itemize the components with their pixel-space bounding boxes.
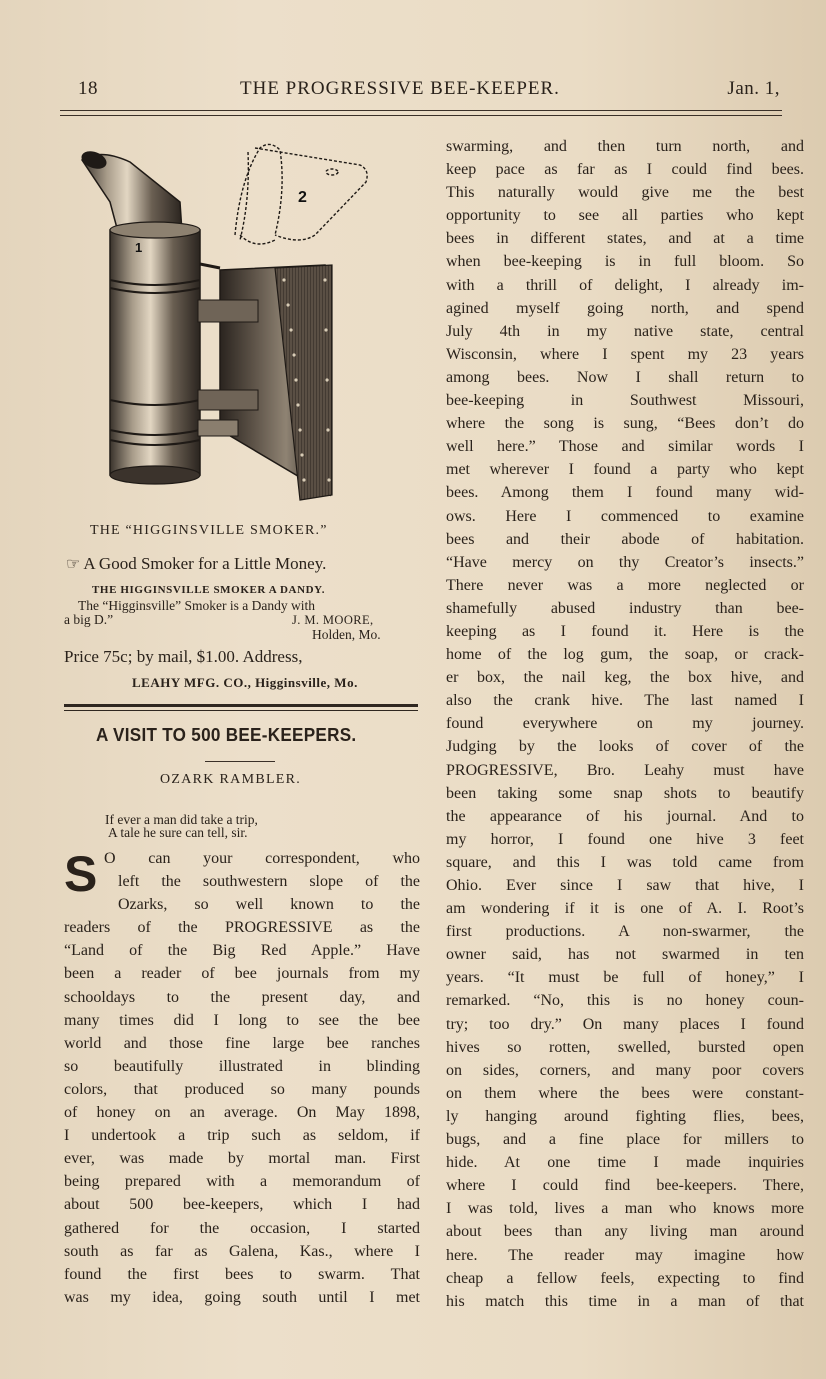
text-line: about 500 bee-keepers, which I had bbox=[64, 1196, 420, 1214]
section-rule-thin bbox=[64, 710, 418, 711]
text-line: try; too dry.” On many places I found bbox=[446, 1015, 804, 1033]
text-line: found everywhere on my journey. bbox=[446, 715, 804, 733]
text-line: where I could find bee-keepers. There, bbox=[446, 1177, 804, 1195]
header-rule-second bbox=[60, 115, 782, 116]
text-line: also the crank hive. The last named I bbox=[446, 692, 804, 710]
text-line: “Land of the Big Red Apple.” Have bbox=[64, 942, 420, 960]
text-line: years. “It must be full of honey,” I bbox=[446, 969, 804, 987]
article-column-right bbox=[446, 135, 804, 1313]
issue-date: Jan. 1, bbox=[727, 78, 780, 99]
text-line: er box, the nail keg, the box hive, and bbox=[446, 669, 804, 687]
text-line: remarked. “No, this is no honey coun- bbox=[446, 992, 804, 1010]
text-line: when bee-keeping is in full bloom. So bbox=[446, 253, 804, 271]
text-line: south as far as Galena, Kas., where I bbox=[64, 1242, 420, 1260]
text-line: bugs, and a fine place for millers to bbox=[446, 1131, 804, 1149]
text-line: Wisconsin, where I spent my 23 years bbox=[446, 345, 804, 363]
text-line: been taking some snap shots to beautify bbox=[446, 784, 804, 802]
text-line: There never was a more neglected or bbox=[446, 576, 804, 594]
text-line: This naturally would give me the best bbox=[446, 184, 804, 202]
verse-line-2: A tale he sure can tell, sir. bbox=[108, 825, 248, 840]
text-line: PROGRESSIVE, Bro. Leahy must have bbox=[446, 761, 804, 779]
testimonial-line-2: a big D.” bbox=[64, 612, 114, 627]
text-line: the appearance of his journal. And to bbox=[446, 807, 804, 825]
text-line: keep pace as far as I could find bees. bbox=[446, 161, 804, 179]
text-line: among bees. Now I shall return to bbox=[446, 368, 804, 386]
text-line: been a reader of bee journals from my bbox=[64, 965, 420, 983]
text-line: opportunity to see all parties who kept bbox=[446, 207, 804, 225]
title-rule bbox=[205, 761, 275, 762]
text-line: bees and their abode of habitation. bbox=[446, 530, 804, 548]
text-line: gathered for the occasion, I started bbox=[64, 1219, 420, 1237]
article-column-left bbox=[64, 847, 420, 1309]
company-address: LEAHY MFG. CO., Higginsville, Mo. bbox=[132, 675, 358, 690]
text-line: well here.” Those and similar words I bbox=[446, 438, 804, 456]
text-line: colors, that produced so many pounds bbox=[64, 1080, 420, 1098]
text-line: on sides, corners, and many poor covers bbox=[446, 1061, 804, 1079]
article-title: A VISIT TO 500 BEE-KEEPERS. bbox=[96, 725, 357, 745]
text-line: found the first bees to swarm. That bbox=[64, 1265, 420, 1283]
text-line: I was told, lives a man who knows more bbox=[446, 1200, 804, 1218]
page-number: 18 bbox=[78, 78, 98, 99]
testimonial-heading: THE HIGGINSVILLE SMOKER A DANDY. bbox=[92, 584, 326, 596]
text-line: ever, was made by mortal man. First bbox=[64, 1150, 420, 1168]
text-line: about bees than any living man around bbox=[446, 1223, 804, 1241]
text-line: bees in different states, and at a time bbox=[446, 230, 804, 248]
journal-title: THE PROGRESSIVE BEE-KEEPER. bbox=[240, 78, 560, 99]
pointing-hand-icon: ☞ bbox=[66, 556, 81, 573]
text-line: Ohio. Ever since I saw that hive, I bbox=[446, 877, 804, 894]
label-two: 2 bbox=[298, 189, 307, 206]
text-line: many times did I long to see the bee bbox=[64, 1011, 420, 1029]
price-line: Price 75c; by mail, $1.00. Address, bbox=[64, 647, 303, 666]
article-byline: OZARK RAMBLER. bbox=[160, 772, 302, 787]
text-line: my horror, I found one hive 3 feet bbox=[446, 830, 804, 848]
text-line: am wondering if it is one of A. I. Root’s bbox=[446, 900, 804, 918]
text-line: I undertook a trip such as seldom, if bbox=[64, 1127, 420, 1145]
text-line: on them where the bees were constant- bbox=[446, 1084, 804, 1102]
text-line: Ozarks, so well known to the bbox=[118, 896, 420, 914]
text-line: keeping as I found it. Here is the bbox=[446, 622, 804, 640]
text-line: Judging by the looks of cover of the bbox=[446, 738, 804, 756]
text-line: ows. Here I commenced to examine bbox=[446, 507, 804, 525]
text-line: readers of the PROGRESSIVE as the bbox=[64, 919, 420, 937]
smoker-illustration bbox=[70, 140, 410, 510]
header-rule bbox=[60, 110, 782, 111]
text-line: was my idea, going south until I met bbox=[64, 1288, 420, 1306]
text-line: bees. Among them I found many wid- bbox=[446, 484, 804, 502]
text-line: so beautifully illustrated in blinding bbox=[64, 1057, 420, 1075]
text-line: square, and this I was told came from bbox=[446, 853, 804, 871]
text-line: left the southwestern slope of the bbox=[118, 873, 420, 891]
text-line: bee-keeping in Southwest Missouri, bbox=[446, 392, 804, 410]
testimonial-signature: J. M. MOORE, bbox=[292, 613, 374, 627]
text-line: shamefully abused industry than bee- bbox=[446, 599, 804, 617]
text-line: being prepared with a memorandum of bbox=[64, 1173, 420, 1191]
drop-cap: S bbox=[64, 846, 98, 902]
verse-line-1: If ever a man did take a trip, bbox=[105, 812, 258, 827]
text-line: here. The reader may imagine how bbox=[446, 1246, 804, 1264]
text-line: home of the log gum, the soap, or crack- bbox=[446, 646, 804, 664]
text-line: with a thrill of delight, I already im- bbox=[446, 276, 804, 294]
text-line: his match this time in a man of that bbox=[446, 1292, 804, 1310]
text-line: “Have mercy on thy Creator’s insects.” bbox=[446, 553, 804, 571]
text-line: world and those fine large bee ranches bbox=[64, 1034, 420, 1052]
text-line: owner said, has not swarmed in ten bbox=[446, 946, 804, 964]
ad-slogan-text: A Good Smoker for a Little Money. bbox=[83, 554, 327, 573]
text-line: O can your correspondent, who bbox=[104, 850, 420, 867]
text-line: of honey on an average. On May 1898, bbox=[64, 1104, 420, 1122]
testimonial-line-1: The “Higginsville” Smoker is a Dandy with bbox=[78, 598, 315, 613]
text-line: where the song is sung, “Bees don’t do bbox=[446, 415, 804, 433]
text-line: hide. At one time I made inquiries bbox=[446, 1154, 804, 1172]
text-line: cheap a fellow feels, expecting to find bbox=[446, 1269, 804, 1287]
label-one: 1 bbox=[135, 240, 143, 255]
text-line: met wherever I found a party who kept bbox=[446, 461, 804, 479]
section-rule-thick bbox=[64, 704, 418, 707]
text-line: July 4th in my native state, central bbox=[446, 322, 804, 340]
text-line: hives so rotten, swelled, bursted open bbox=[446, 1038, 804, 1056]
text-line: schooldays to the present day, and bbox=[64, 988, 420, 1006]
ad-slogan bbox=[66, 554, 326, 574]
page-header bbox=[60, 78, 780, 102]
text-line: ly hanging around fighting flies, bees, bbox=[446, 1107, 804, 1125]
text-line: agined myself going north, and spend bbox=[446, 299, 804, 317]
text-line: first productions. A non-swarmer, the bbox=[446, 923, 804, 941]
text-line: swarming, and then turn north, and bbox=[446, 138, 804, 155]
smoker-caption: THE “HIGGINSVILLE SMOKER.” bbox=[90, 523, 328, 538]
testimonial-place: Holden, Mo. bbox=[312, 627, 381, 642]
